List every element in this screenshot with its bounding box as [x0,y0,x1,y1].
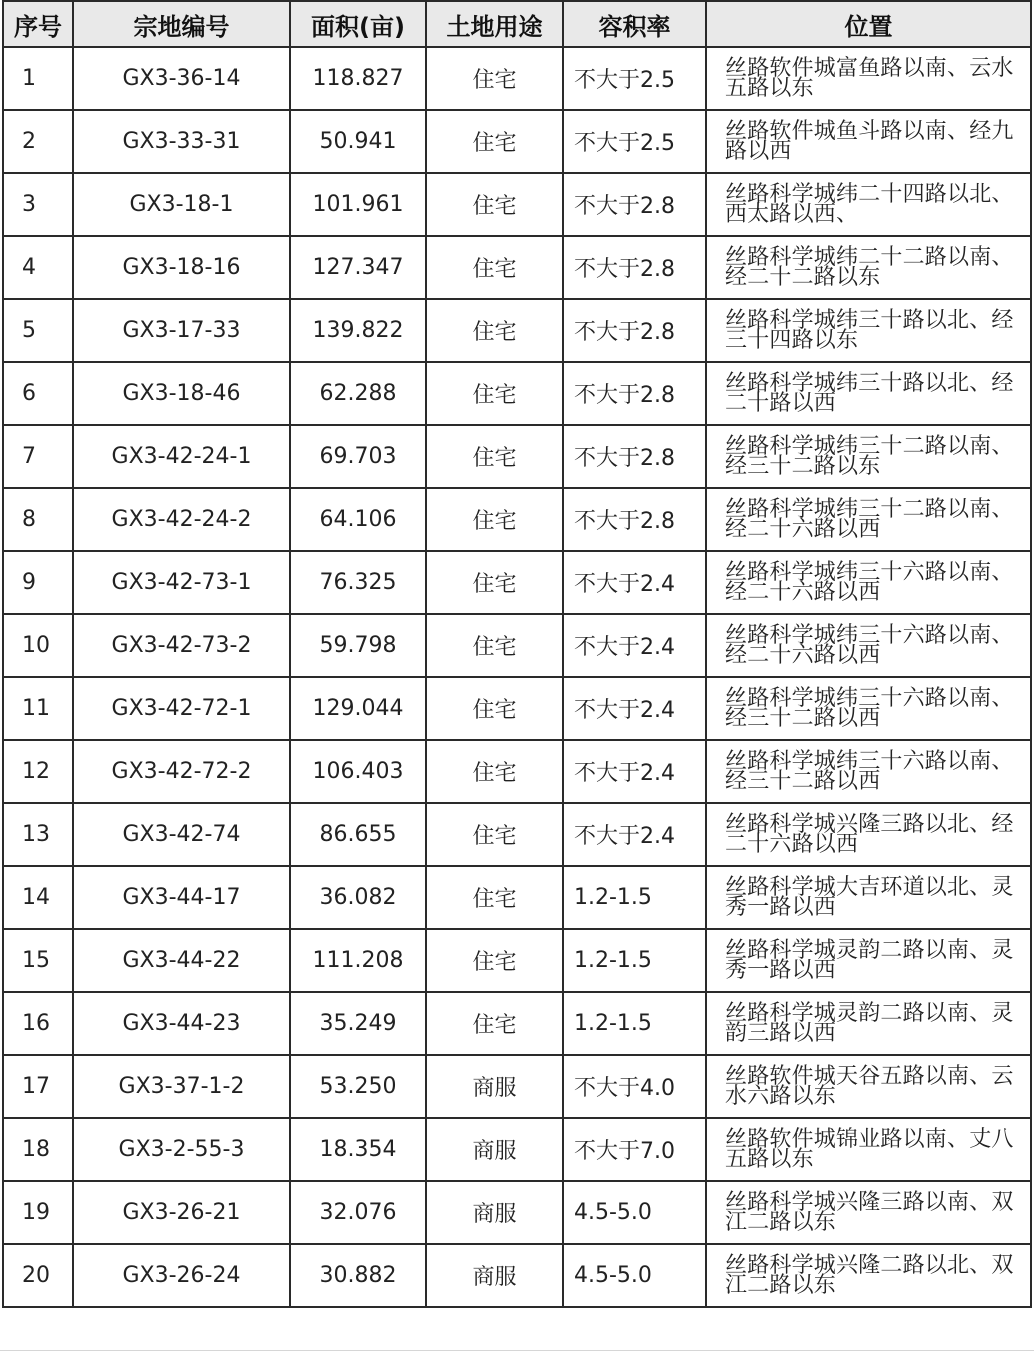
cell-serial-no: 7 [3,425,73,488]
cell-floor-area-ratio: 不大于2.5 [563,110,706,173]
cell-location: 丝路软件城锦业路以南、丈八五路以东 [706,1118,1031,1181]
cell-serial-no: 12 [3,740,73,803]
cell-area: 36.082 [290,866,426,929]
cell-location: 丝路科学城纬三十六路以南、经三十二路以西 [706,740,1031,803]
table-row [3,992,1031,1055]
table-row [3,614,1031,677]
cell-serial-no: 18 [3,1118,73,1181]
cell-location: 丝路科学城纬三十六路以南、经二十六路以西 [706,551,1031,614]
cell-land-use: 住宅 [426,551,563,614]
cell-location: 丝路科学城大吉环道以北、灵秀一路以西 [706,866,1031,929]
cell-parcel-code: GX3-44-17 [73,866,290,929]
cell-floor-area-ratio: 1.2-1.5 [563,992,706,1055]
cell-serial-no: 6 [3,362,73,425]
header-location: 位置 [706,1,1031,47]
cell-floor-area-ratio: 1.2-1.5 [563,866,706,929]
cell-area: 69.703 [290,425,426,488]
table-header-row [3,1,1031,47]
cell-floor-area-ratio: 不大于2.8 [563,173,706,236]
cell-land-use: 住宅 [426,488,563,551]
table-row [3,299,1031,362]
cell-floor-area-ratio: 不大于2.4 [563,740,706,803]
cell-location: 丝路科学城纬二十二路以南、经二十二路以东 [706,236,1031,299]
cell-floor-area-ratio: 不大于7.0 [563,1118,706,1181]
cell-floor-area-ratio: 1.2-1.5 [563,929,706,992]
cell-floor-area-ratio: 不大于2.8 [563,299,706,362]
cell-location: 丝路软件城天谷五路以南、云水六路以东 [706,1055,1031,1118]
cell-parcel-code: GX3-18-46 [73,362,290,425]
cell-serial-no: 15 [3,929,73,992]
cell-floor-area-ratio: 不大于2.4 [563,551,706,614]
cell-area: 127.347 [290,236,426,299]
table-row [3,1181,1031,1244]
cell-floor-area-ratio: 不大于2.8 [563,425,706,488]
table-row [3,488,1031,551]
cell-parcel-code: GX3-42-73-2 [73,614,290,677]
cell-area: 32.076 [290,1181,426,1244]
cell-area: 59.798 [290,614,426,677]
cell-serial-no: 14 [3,866,73,929]
cell-serial-no: 9 [3,551,73,614]
cell-floor-area-ratio: 4.5-5.0 [563,1181,706,1244]
cell-land-use: 住宅 [426,236,563,299]
cell-land-use: 商服 [426,1244,563,1307]
cell-serial-no: 16 [3,992,73,1055]
table-row [3,1244,1031,1307]
cell-land-use: 商服 [426,1055,563,1118]
table-row [3,110,1031,173]
cell-serial-no: 5 [3,299,73,362]
cell-parcel-code: GX3-44-23 [73,992,290,1055]
cell-area: 62.288 [290,362,426,425]
cell-land-use: 住宅 [426,173,563,236]
cell-area: 30.882 [290,1244,426,1307]
cell-parcel-code: GX3-36-14 [73,47,290,110]
cell-land-use: 住宅 [426,677,563,740]
cell-location: 丝路科学城纬三十六路以南、经二十六路以西 [706,614,1031,677]
cell-floor-area-ratio: 不大于4.0 [563,1055,706,1118]
cell-parcel-code: GX3-42-24-2 [73,488,290,551]
table-row [3,236,1031,299]
table-row [3,866,1031,929]
cell-floor-area-ratio: 不大于2.4 [563,614,706,677]
cell-location: 丝路软件城鱼斗路以南、经九路以西 [706,110,1031,173]
table-row [3,677,1031,740]
cell-parcel-code: GX3-26-24 [73,1244,290,1307]
table-row [3,803,1031,866]
cell-land-use: 住宅 [426,47,563,110]
cell-area: 101.961 [290,173,426,236]
cell-floor-area-ratio: 不大于2.8 [563,488,706,551]
cell-location: 丝路科学城兴隆三路以南、双江二路以东 [706,1181,1031,1244]
cell-floor-area-ratio: 不大于2.4 [563,677,706,740]
cell-location: 丝路科学城灵韵二路以南、灵韵三路以西 [706,992,1031,1055]
cell-area: 53.250 [290,1055,426,1118]
header-area: 面积(亩) [290,1,426,47]
cell-land-use: 住宅 [426,929,563,992]
cell-parcel-code: GX3-42-24-1 [73,425,290,488]
cell-parcel-code: GX3-42-73-1 [73,551,290,614]
table-row [3,929,1031,992]
cell-land-use: 住宅 [426,803,563,866]
cell-serial-no: 17 [3,1055,73,1118]
cell-land-use: 住宅 [426,425,563,488]
cell-parcel-code: GX3-17-33 [73,299,290,362]
cell-floor-area-ratio: 不大于2.5 [563,47,706,110]
cell-location: 丝路科学城纬二十四路以北、西太路以西、 [706,173,1031,236]
cell-serial-no: 10 [3,614,73,677]
cell-location: 丝路软件城富鱼路以南、云水五路以东 [706,47,1031,110]
cell-land-use: 住宅 [426,362,563,425]
table-row [3,1118,1031,1181]
table-row [3,740,1031,803]
cell-land-use: 住宅 [426,740,563,803]
cell-floor-area-ratio: 不大于2.8 [563,236,706,299]
cell-location: 丝路科学城兴隆三路以北、经二十六路以西 [706,803,1031,866]
cell-parcel-code: GX3-2-55-3 [73,1118,290,1181]
cell-area: 50.941 [290,110,426,173]
cell-floor-area-ratio: 4.5-5.0 [563,1244,706,1307]
header-floor-area-ratio: 容积率 [563,1,706,47]
cell-serial-no: 19 [3,1181,73,1244]
cell-serial-no: 11 [3,677,73,740]
cell-land-use: 住宅 [426,992,563,1055]
cell-land-use: 商服 [426,1181,563,1244]
cell-parcel-code: GX3-18-16 [73,236,290,299]
cell-parcel-code: GX3-37-1-2 [73,1055,290,1118]
cell-parcel-code: GX3-18-1 [73,173,290,236]
header-serial-no: 序号 [3,1,73,47]
cell-serial-no: 8 [3,488,73,551]
cell-parcel-code: GX3-26-21 [73,1181,290,1244]
cell-parcel-code: GX3-33-31 [73,110,290,173]
land-parcel-table [2,0,1032,1308]
table-row [3,1055,1031,1118]
cell-location: 丝路科学城灵韵二路以南、灵秀一路以西 [706,929,1031,992]
table-row [3,425,1031,488]
table-row [3,47,1031,110]
cell-area: 86.655 [290,803,426,866]
cell-area: 35.249 [290,992,426,1055]
cell-serial-no: 3 [3,173,73,236]
cell-land-use: 住宅 [426,614,563,677]
cell-area: 76.325 [290,551,426,614]
cell-land-use: 住宅 [426,110,563,173]
cell-area: 111.208 [290,929,426,992]
cell-parcel-code: GX3-44-22 [73,929,290,992]
cell-parcel-code: GX3-42-74 [73,803,290,866]
cell-land-use: 住宅 [426,299,563,362]
cell-location: 丝路科学城纬三十六路以南、经三十二路以西 [706,677,1031,740]
cell-area: 118.827 [290,47,426,110]
cell-land-use: 商服 [426,1118,563,1181]
cell-location: 丝路科学城纬三十路以北、经二十路以西 [706,362,1031,425]
cell-area: 64.106 [290,488,426,551]
cell-area: 18.354 [290,1118,426,1181]
table-row [3,362,1031,425]
cell-location: 丝路科学城纬三十二路以南、经二十六路以西 [706,488,1031,551]
cell-serial-no: 2 [3,110,73,173]
cell-serial-no: 13 [3,803,73,866]
cell-parcel-code: GX3-42-72-1 [73,677,290,740]
table-row [3,551,1031,614]
cell-area: 106.403 [290,740,426,803]
cell-serial-no: 20 [3,1244,73,1307]
cell-location: 丝路科学城兴隆二路以北、双江二路以东 [706,1244,1031,1307]
table-body [3,47,1031,1307]
cell-area: 129.044 [290,677,426,740]
cell-land-use: 住宅 [426,866,563,929]
header-parcel-code: 宗地编号 [73,1,290,47]
cell-floor-area-ratio: 不大于2.4 [563,803,706,866]
cell-location: 丝路科学城纬三十路以北、经三十四路以东 [706,299,1031,362]
cell-location: 丝路科学城纬三十二路以南、经三十二路以东 [706,425,1031,488]
cell-floor-area-ratio: 不大于2.8 [563,362,706,425]
cell-parcel-code: GX3-42-72-2 [73,740,290,803]
cell-serial-no: 1 [3,47,73,110]
table-row [3,173,1031,236]
header-land-use: 土地用途 [426,1,563,47]
cell-area: 139.822 [290,299,426,362]
cell-serial-no: 4 [3,236,73,299]
